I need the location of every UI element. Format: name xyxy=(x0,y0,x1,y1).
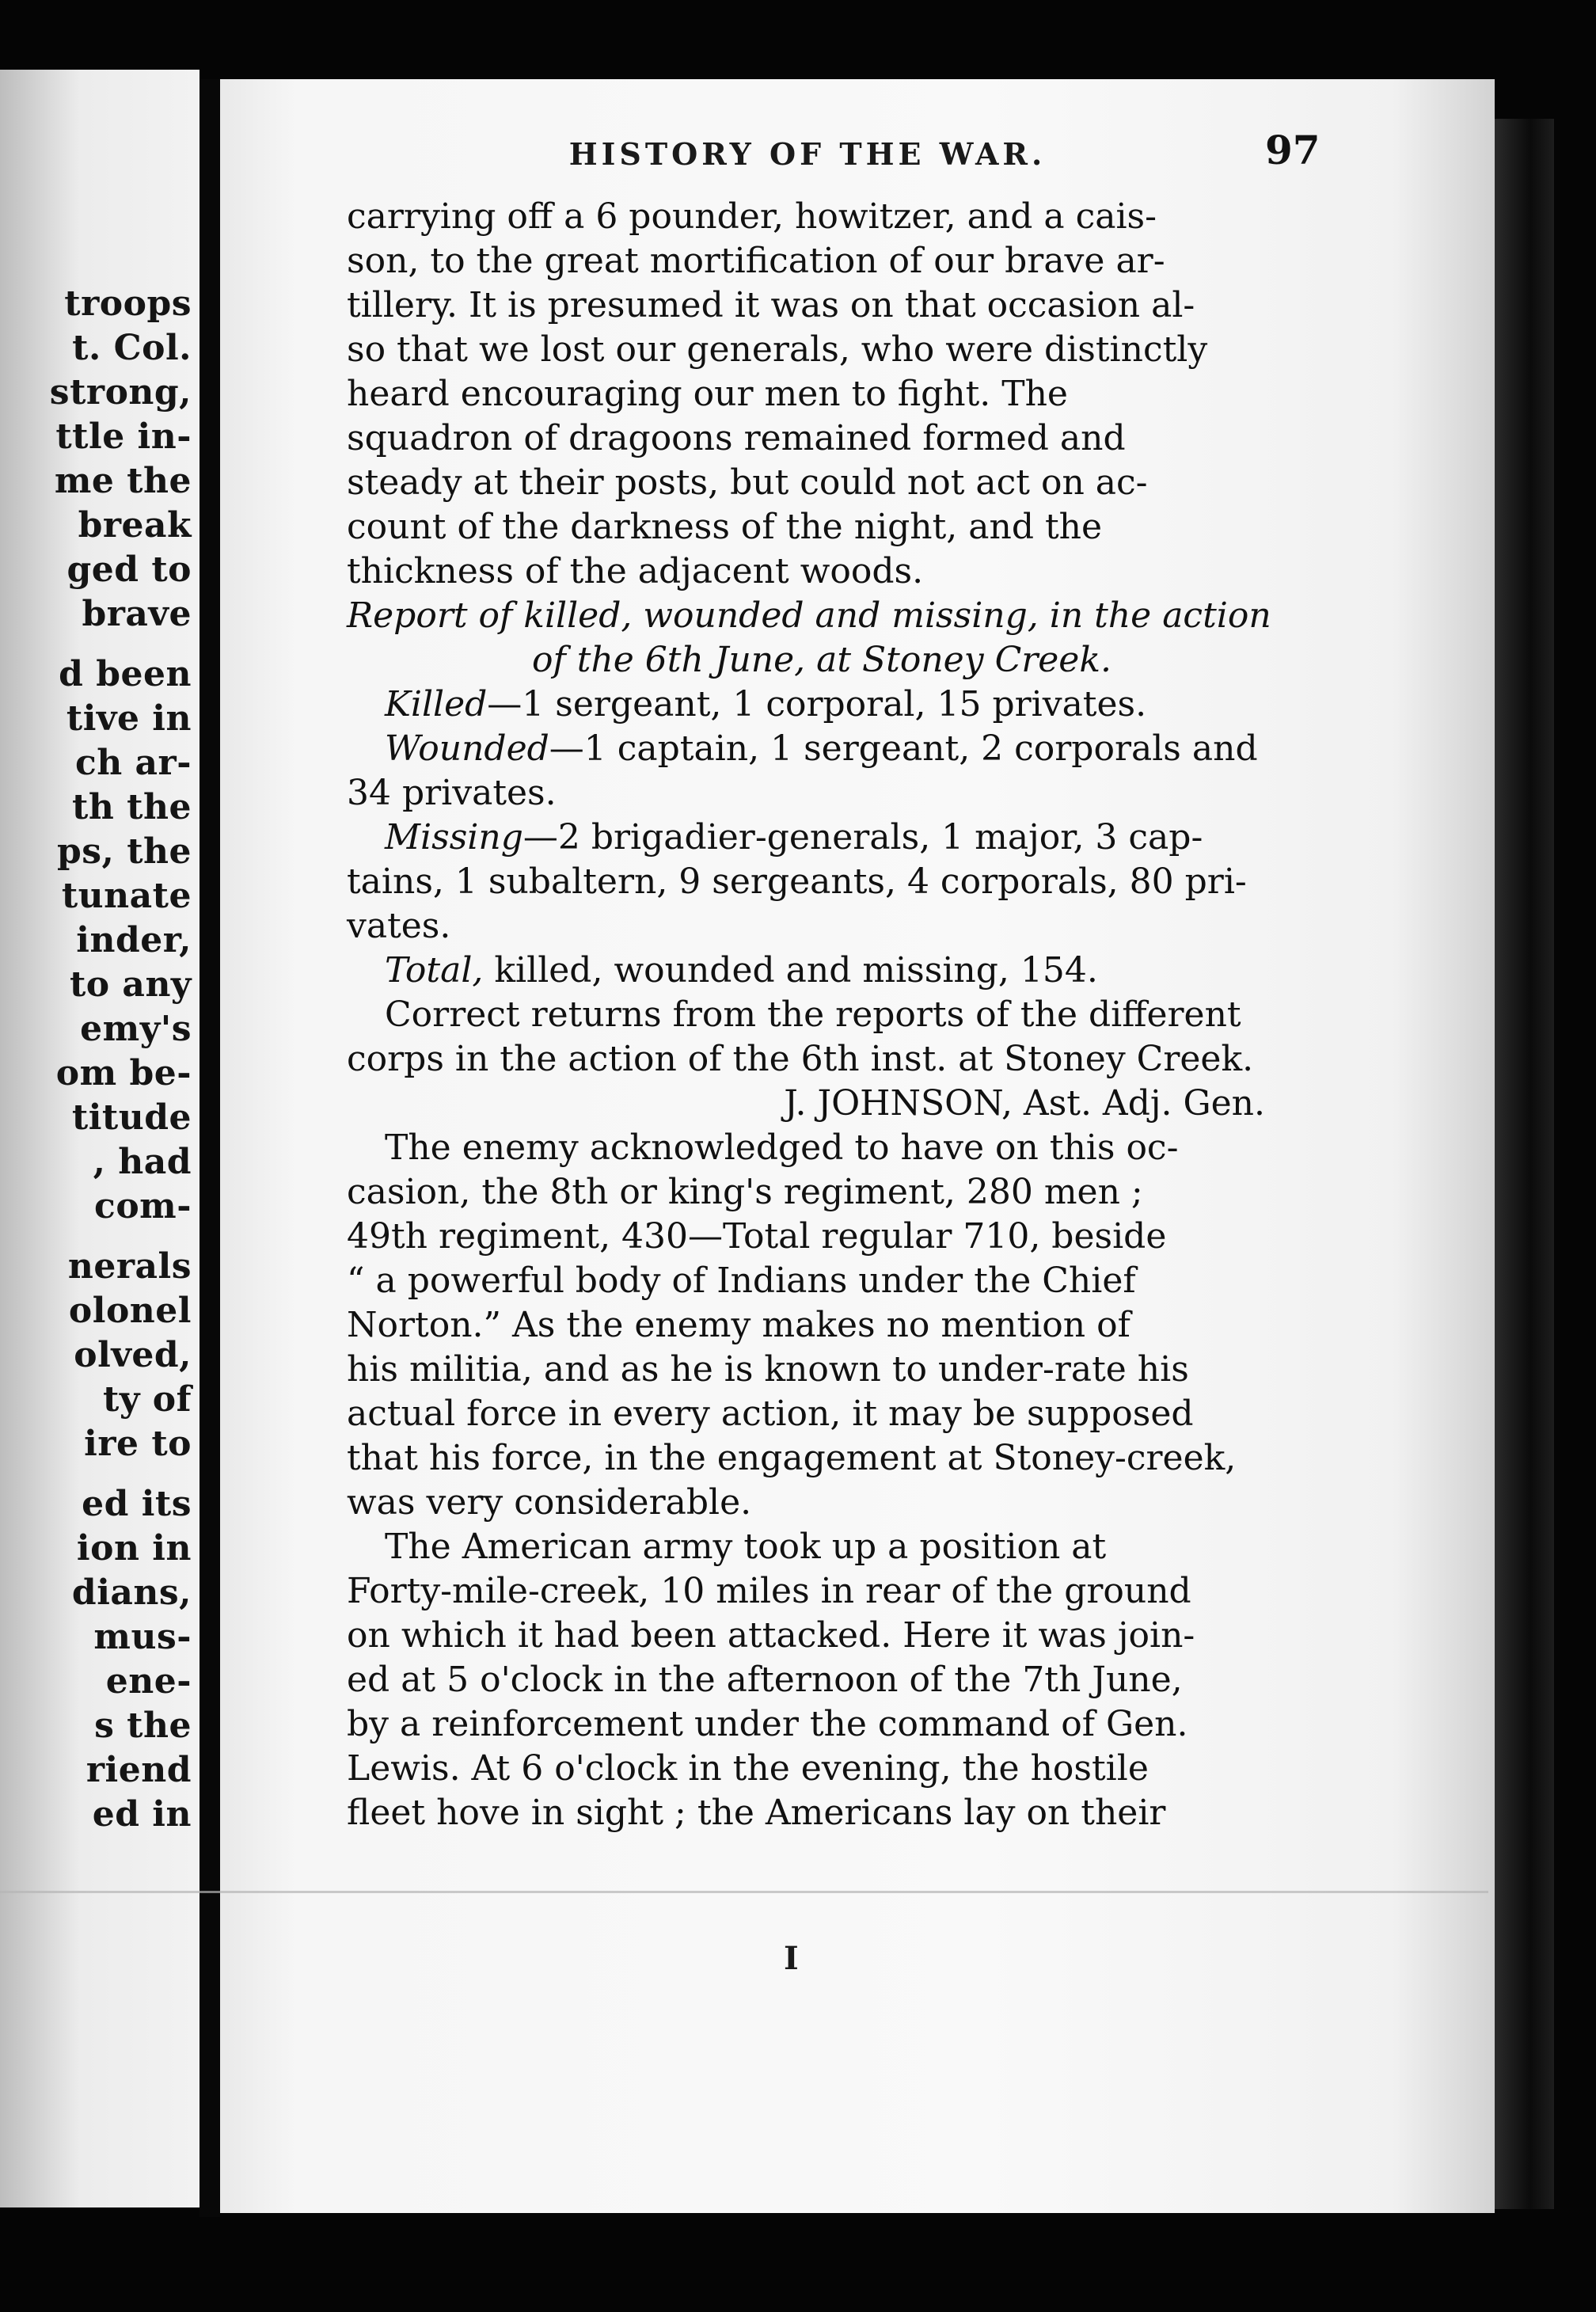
text-line: 49th regiment, 430—Total regular 710, beside xyxy=(347,1216,1167,1257)
wounded-label: Wounded xyxy=(385,728,549,769)
text-line: his militia, and as he is known to under-rate his xyxy=(347,1349,1189,1390)
text-line: The American army took up a position at xyxy=(385,1527,1107,1567)
fragment-line: th the xyxy=(72,787,192,827)
fragment-line: strong, xyxy=(49,372,192,413)
facing-page-text xyxy=(50,282,192,1837)
signature-mark: I xyxy=(784,1940,799,1977)
report-missing xyxy=(347,816,1297,860)
killed-text: —1 sergeant, 1 corporal, 15 privates. xyxy=(487,684,1147,724)
text-line: son, to the great mortification of our brave ar- xyxy=(347,241,1165,281)
fragment-line: ire to xyxy=(84,1424,192,1464)
page-edge-shadow xyxy=(1495,119,1554,2209)
fragment-line: mus- xyxy=(93,1617,192,1657)
killed-label: Killed xyxy=(385,684,488,724)
fragment-line: d been xyxy=(59,654,192,694)
report-killed xyxy=(347,683,1297,727)
fragment-line: tive in xyxy=(66,698,192,739)
fragment-line: to any xyxy=(69,964,192,1005)
report-total xyxy=(347,949,1297,993)
text-line: “ a powerful body of Indians under the Chief xyxy=(347,1261,1136,1301)
fragment-line: ttle in- xyxy=(55,416,192,457)
missing-label: Missing xyxy=(385,817,523,857)
scan-artifact-rule xyxy=(0,1891,1488,1893)
running-head: HISTORY OF THE WAR. xyxy=(568,136,1047,172)
text-line: Correct returns from the reports of the different xyxy=(385,994,1241,1035)
text-line: Norton.” As the enemy makes no mention of xyxy=(347,1305,1130,1345)
text-line: heard encouraging our men to fight. The xyxy=(347,374,1068,414)
text-line: fleet hove in sight ; the Americans lay on their xyxy=(347,1793,1166,1833)
text-line: Lewis. At 6 o'clock in the evening, the hostile xyxy=(347,1748,1149,1789)
text-line: on which it had been attacked. Here it was join- xyxy=(347,1615,1195,1656)
total-text: killed, wounded and missing, 154. xyxy=(483,950,1098,991)
fragment-line: inder, xyxy=(76,920,192,960)
fragment-line: break xyxy=(78,505,192,546)
text-line: 34 privates. xyxy=(347,773,557,813)
fragment-line: dians, xyxy=(71,1572,192,1613)
text-line: thickness of the adjacent woods. xyxy=(347,551,924,591)
page-number: 97 xyxy=(1265,127,1320,173)
wounded-text: —1 captain, 1 sergeant, 2 corporals and xyxy=(549,728,1258,769)
fragment-line: emy's xyxy=(80,1009,192,1049)
fragment-line: ed in xyxy=(92,1794,192,1835)
report-signature: J. JOHNSON, Ast. Adj. Gen. xyxy=(784,1083,1265,1124)
text-line: Forty-mile-creek, 10 miles in rear of the ground xyxy=(347,1571,1191,1611)
book-gutter xyxy=(200,79,220,2217)
fragment-line: , had xyxy=(93,1142,192,1182)
text-line: count of the darkness of the night, and the xyxy=(347,507,1103,547)
fragment-line: nerals xyxy=(67,1246,192,1287)
text-line: steady at their posts, but could not act on ac- xyxy=(347,462,1148,503)
fragment-line: s the xyxy=(94,1705,192,1746)
text-line: by a reinforcement under the command of Gen. xyxy=(347,1704,1188,1744)
fragment-line: olonel xyxy=(68,1291,192,1331)
text-line: so that we lost our generals, who were distinctly xyxy=(347,329,1208,370)
fragment-line: troops xyxy=(64,283,192,324)
text-line: squadron of dragoons remained formed and xyxy=(347,418,1126,458)
fragment-line: ps, the xyxy=(57,831,192,872)
fragment-line: om be- xyxy=(55,1053,192,1093)
fragment-line: me the xyxy=(54,461,192,501)
fragment-line: ed its xyxy=(82,1484,192,1524)
fragment-line: com- xyxy=(94,1186,192,1226)
fragment-line: ch ar- xyxy=(74,743,192,783)
text-line: carrying off a 6 pounder, howitzer, and a cais- xyxy=(347,196,1157,237)
text-line: vates. xyxy=(347,906,451,946)
text-line: that his force, in the engagement at Stoney-creek, xyxy=(347,1438,1237,1478)
report-heading: Report of killed, wounded and missing, in the action xyxy=(347,595,1271,636)
fragment-line: ene- xyxy=(105,1661,192,1702)
text-line: was very considerable. xyxy=(347,1482,752,1523)
text-line: The enemy acknowledged to have on this oc- xyxy=(385,1127,1179,1168)
text-line: tains, 1 subaltern, 9 sergeants, 4 corporals, 80 pri- xyxy=(347,861,1247,902)
text-line: casion, the 8th or king's regiment, 280 men ; xyxy=(347,1172,1143,1212)
text-line: actual force in every action, it may be supposed xyxy=(347,1394,1194,1434)
fragment-line: tunate xyxy=(61,876,192,916)
fragment-line: ged to xyxy=(66,549,192,590)
fragment-line: brave xyxy=(82,594,192,634)
text-line: corps in the action of the 6th inst. at Stoney Creek. xyxy=(347,1039,1254,1079)
fragment-line: riend xyxy=(86,1750,192,1790)
text-line: tillery. It is presumed it was on that occasion al- xyxy=(347,285,1195,325)
fragment-line: ion in xyxy=(76,1528,192,1569)
fragment-line: t. Col. xyxy=(72,328,192,368)
missing-text: —2 brigadier-generals, 1 major, 3 cap- xyxy=(522,817,1203,857)
total-label: Total, xyxy=(385,950,484,991)
report-heading: of the 6th June, at Stoney Creek. xyxy=(532,640,1112,680)
page-body xyxy=(347,195,1297,1835)
fragment-line: olved, xyxy=(74,1335,192,1375)
fragment-line: ty of xyxy=(103,1379,192,1420)
fragment-line: titude xyxy=(71,1097,192,1138)
text-line: ed at 5 o'clock in the afternoon of the 7th June, xyxy=(347,1660,1183,1700)
facing-page-fragment xyxy=(0,70,200,2207)
report-wounded xyxy=(347,727,1297,771)
